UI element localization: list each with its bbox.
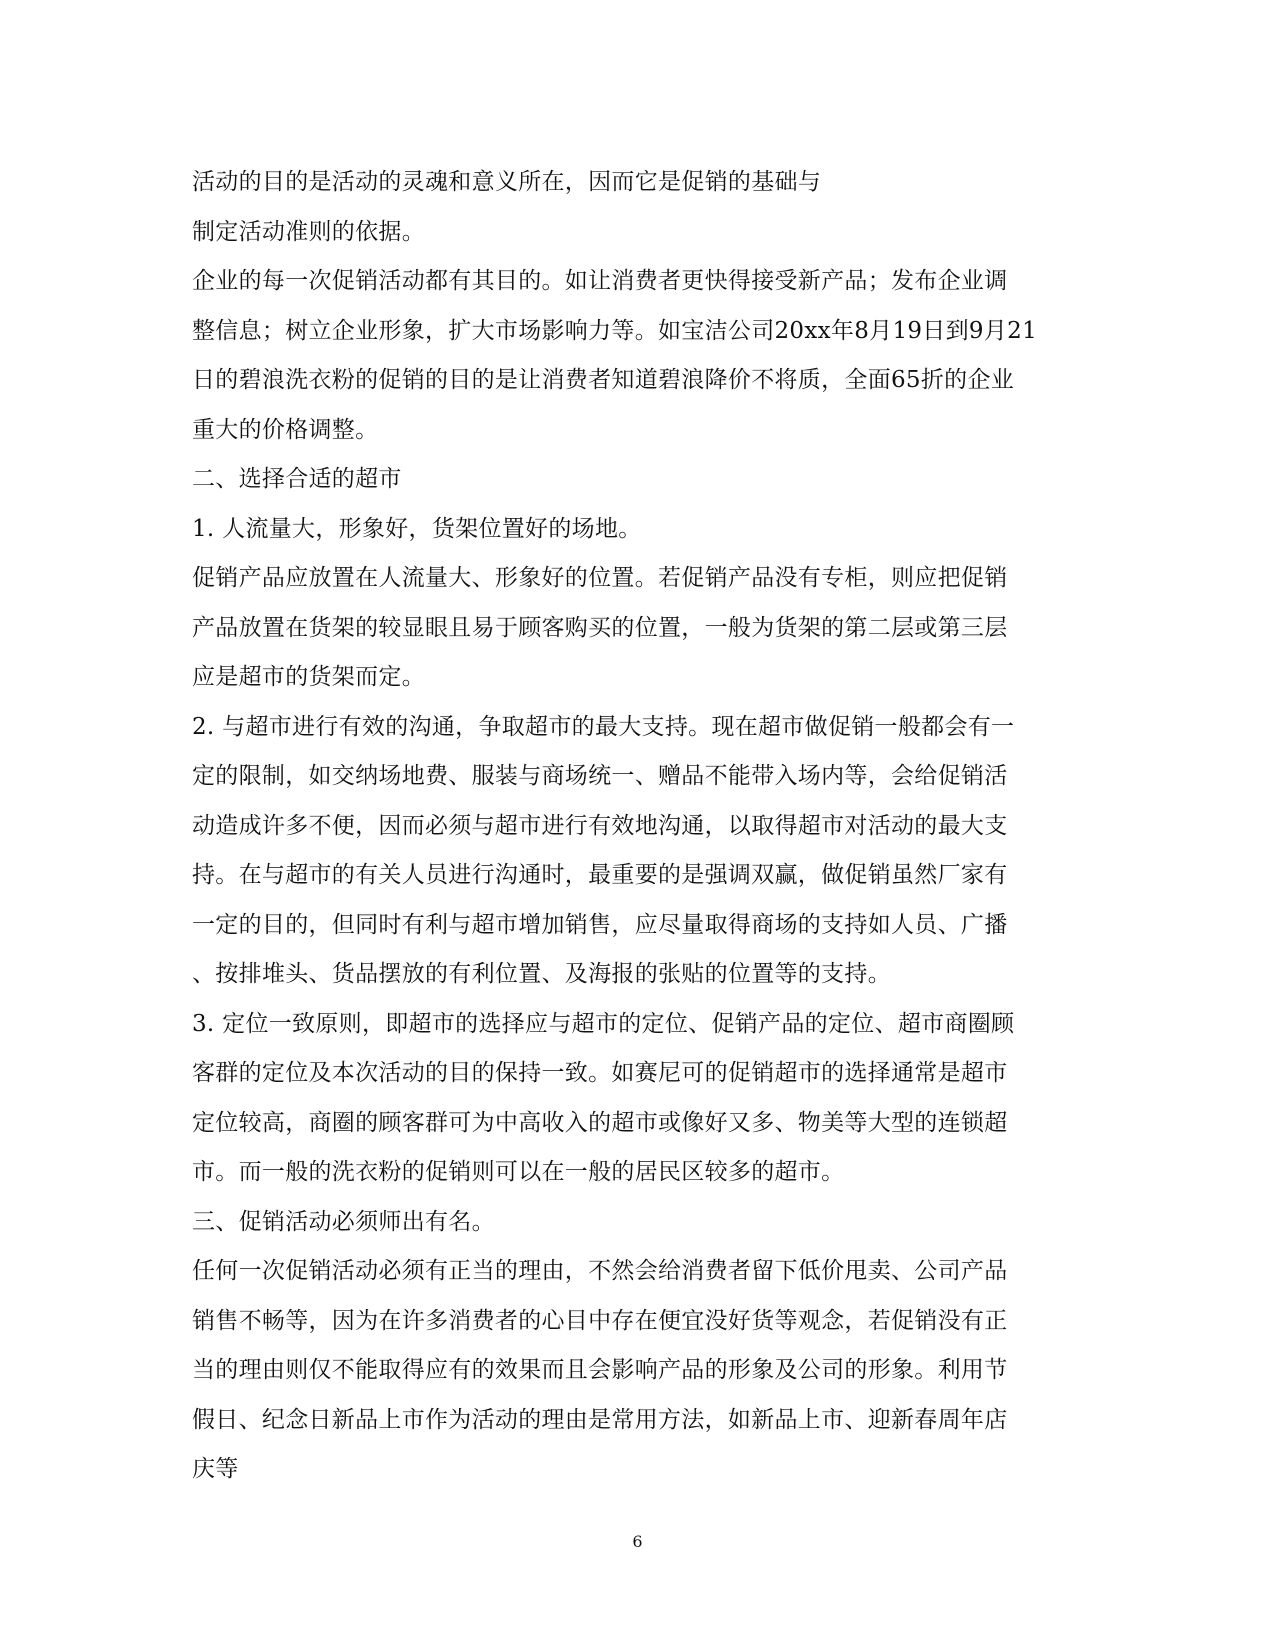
text-line: 定位较高，商圈的顾客群可为中高收入的超市或像好又多、物美等大型的连锁超 [192, 1109, 1008, 1136]
section-heading: 二、选择合适的超市 [192, 466, 402, 492]
numbered-point: 1. 人流量大，形象好，货架位置好的场地。 [192, 515, 642, 542]
text-line: 一定的目的，但同时有利与超市增加销售，应尽量取得商场的支持如人员、广播 [192, 911, 1008, 938]
text-line: 制定活动准则的依据。 [192, 218, 425, 245]
text-line: 市。而一般的洗衣粉的促销则可以在一般的居民区较多的超市。 [192, 1159, 845, 1185]
section-heading: 三、促销活动必须师出有名。 [192, 1208, 495, 1235]
text-line: 动造成许多不便，因而必须与超市进行有效地沟通，以取得超市对活动的最大支 [192, 812, 1008, 839]
text-line: 应是超市的货架而定。 [192, 664, 425, 690]
text-line: 重大的价格调整。 [192, 416, 379, 443]
text-line: 产品放置在货架的较显眼且易于顾客购买的位置，一般为货架的第二层或第三层 [192, 614, 1008, 641]
text-line: 日的碧浪洗衣粉的促销的目的是让消费者知道碧浪降价不将质，全面65折的企业 [192, 367, 1015, 393]
text-line: 任何一次促销活动必须有正当的理由，不然会给消费者留下低价甩卖、公司产品 [192, 1258, 1008, 1284]
numbered-point: 3. 定位一致原则，即超市的选择应与超市的定位、促销产品的定位、超市商圈顾 [192, 1010, 1015, 1037]
numbered-point: 2. 与超市进行有效的沟通，争取超市的最大支持。现在超市做促销一般都会有一 [192, 713, 1015, 740]
text-line: 当的理由则仅不能取得应有的效果而且会影响产品的形象及公司的形象。利用节 [192, 1357, 1008, 1383]
text-line: 促销产品应放置在人流量大、形象好的位置。若促销产品没有专柜，则应把促销 [192, 565, 1008, 591]
text-line: 企业的每一次促销活动都有其目的。如让消费者更快得接受新产品；发布企业调 [192, 268, 1008, 294]
text-line: 庆等 [192, 1456, 239, 1482]
text-line: 、按排堆头、货品摆放的有利位置、及海报的张贴的位置等的支持。 [192, 961, 891, 987]
text-line: 持。在与超市的有关人员进行沟通时，最重要的是强调双赢，做促销虽然厂家有 [192, 862, 1008, 888]
text-line: 假日、纪念日新品上市作为活动的理由是常用方法，如新品上市、迎新春周年店 [192, 1406, 1008, 1433]
body-text [192, 158, 1074, 1495]
text-line: 活动的目的是活动的灵魂和意义所在，因而它是促销的基础与 [192, 169, 822, 195]
text-line: 整信息；树立企业形象，扩大市场影响力等。如宝洁公司20xx年8月19日到9月21 [192, 317, 1038, 344]
page-number: 6 [632, 1532, 643, 1551]
text-line: 销售不畅等，因为在许多消费者的心目中存在便宜没好货等观念，若促销没有正 [192, 1307, 1008, 1334]
text-line: 定的限制，如交纳场地费、服装与商场统一、赠品不能带入场内等，会给促销活 [192, 763, 1008, 789]
text-line: 客群的定位及本次活动的目的保持一致。如赛尼可的促销超市的选择通常是超市 [192, 1060, 1008, 1086]
